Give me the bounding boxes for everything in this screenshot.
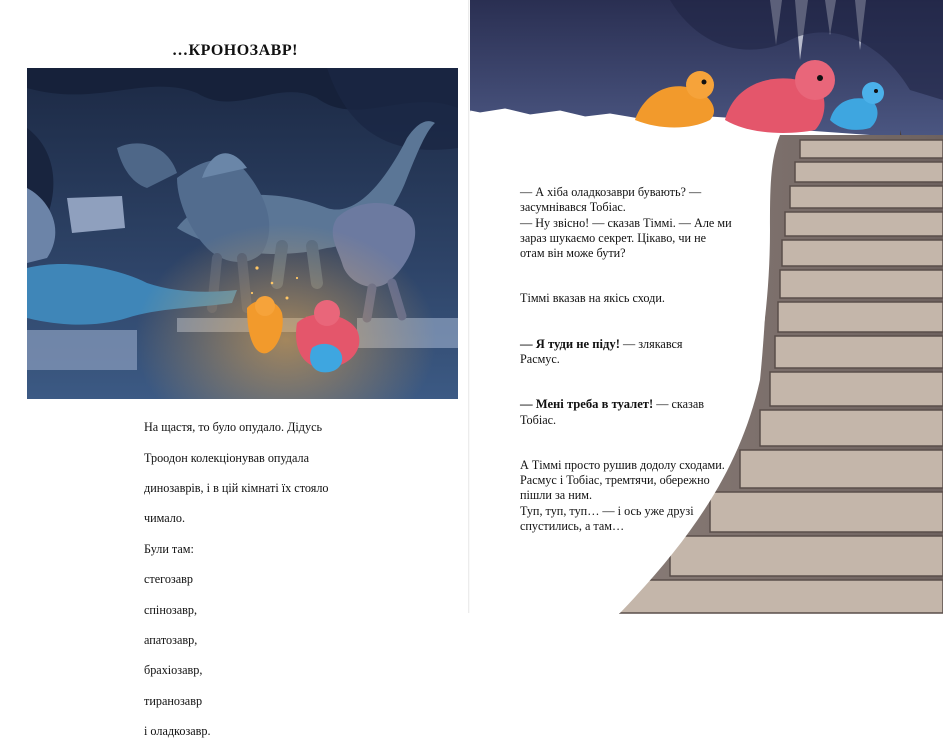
tobias-line	[520, 397, 785, 427]
text-line: тиранозавр	[144, 693, 203, 708]
text-line: чимало.	[144, 511, 186, 526]
text-line: спінозавр,	[144, 602, 198, 617]
chapter-title: …КРОНОЗАВР!	[172, 42, 298, 59]
left-body-text	[144, 405, 394, 755]
text-line: апатозавр,	[144, 633, 198, 648]
right-page	[470, 0, 943, 613]
tobias-bold-quote: — Мені треба в туалет!	[520, 397, 654, 412]
rasmus-line	[520, 337, 785, 367]
rasmus-bold-quote: — Я туди не піду!	[520, 336, 620, 351]
text-line: динозаврів, і в цій кімнаті їх стояло	[144, 481, 329, 496]
narration-paragraph: Тіммі вказав на якісь сходи.	[520, 291, 665, 306]
text-line: і оладкозавр.	[144, 724, 211, 739]
ending-paragraph: А Тіммі просто рушив додолу сходами. Расмус і Тобіас, тремтячи, обережно пішли за ним. Туп, туп, туп… — і ось уже друзі спустились, а там…	[520, 458, 725, 533]
rasmus-attribution: — злякався Расмус.	[520, 336, 683, 367]
text-line: На щастя, то було опудало. Дідусь	[144, 420, 323, 435]
dialogue-paragraph: — А хіба оладкозаври бувають? — засумнівався Тобіас. — Ну звісно! — сказав Тіммі. — Але ми зараз шукаємо секрет. Цікаво, чи не отам він може бути?	[520, 185, 732, 261]
text-line: брахіозавр,	[144, 663, 203, 678]
tobias-attribution: — сказав Тобіас.	[520, 397, 705, 427]
left-page	[0, 0, 470, 739]
museum-illustration	[27, 68, 458, 399]
text-line: Троодон колекціонував опудала	[144, 450, 309, 465]
dinosaur-museum-image	[27, 68, 458, 399]
text-line: Були там:	[144, 541, 194, 556]
text-line: стегозавр	[144, 572, 194, 587]
right-body-text	[520, 170, 785, 549]
